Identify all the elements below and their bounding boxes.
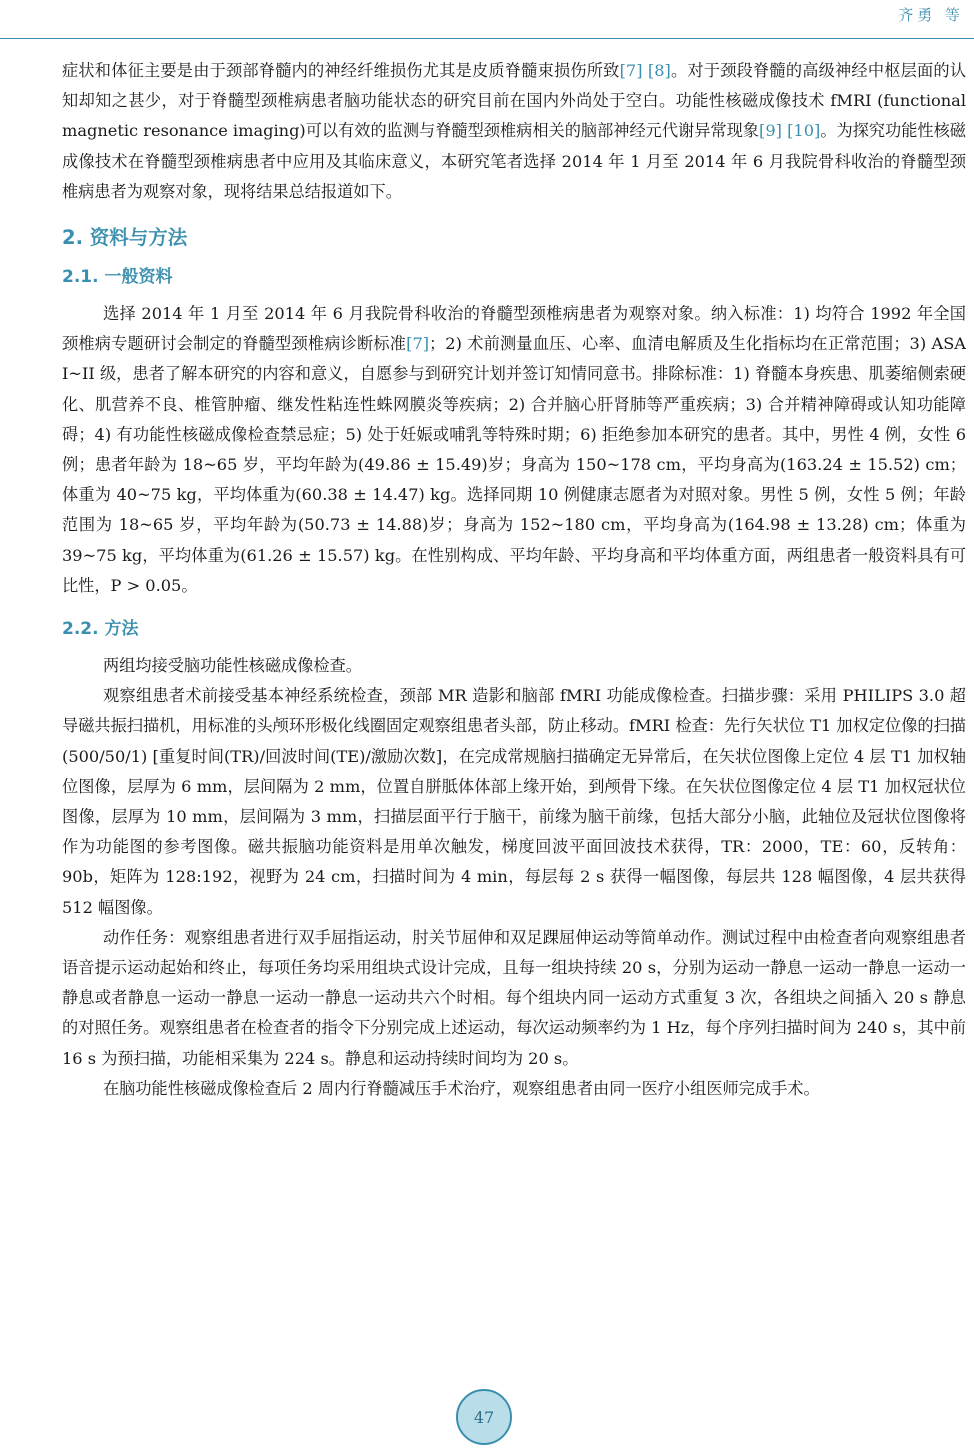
method-paragraph-1: 两组均接受脑功能性核磁成像检查。 <box>103 656 362 676</box>
subsection-heading-general: 2.1. 一般资料 <box>62 267 173 288</box>
method-paragraph-4: 在脑功能性核磁成像检查后 2 周内行脊髓减压手术治疗，观察组患者由同一医疗小组医师完成手术。 <box>103 1078 820 1098</box>
page-number: 47 <box>473 1407 495 1427</box>
method-paragraph-2: 观察组患者术前接受基本神经系统检查，颈部 MR 造影和脑部 fMRI 功能成像检查。扫描步骤：采用 PHILIPS 3.0 超导磁共振扫描机，用标准的头颅环形极化线圈固定观察组患者头部，防止移动。fMRI 检查：先行矢状位 T1 加权定位像的扫描(500/50/1) [重复时间(TR)/回波时间(TE)/激励次数]，在完成常规脑扫描确定无异常后，在矢状位图像上定位 4 层 T1 加权轴位图像，层厚为 6 mm，层间隔为 2 mm，位置自胼胝体体部上缘开始，到颅骨下缘。在矢状位图像定位 4 层 T1 加权冠状位图像，层厚为 10 mm，层间隔为 3 mm，扫描层面平行于脑干，前缘为脑干前缘，包括大部分小脑，此轴位及冠状位图像将作为功能图的参考图像。磁共振脑功能资料是用单次触发，梯度回波平面回波技术获得，TR：2000，TE：60，反转角：90b，矩阵为 128:192，视野为 24 cm，扫描时间为 4 min，每层每 2 s 获得一幅图像，每层共 128 幅图像，4 层共获得 512 幅图像。 <box>62 686 966 917</box>
intro-text-c: 。为探究功能性核磁成像技术在脊髓型颈椎病患者中应用及其临床意义，本研究笔者选择 2014 年 1 月至 2014 年 6 月我院骨科收治的脊髓型颈椎病患者为观察对象，现将结果总结报道如下。 <box>62 121 966 201</box>
main-content <box>62 56 966 1104</box>
general-text-b: ；2) 术前测量血压、心率、血清电解质及生化指标均在正常范围；3) ASA I~II 级，患者了解本研究的内容和意义，自愿参与到研究计划并签订知情同意书。排除标准：1) 脊髓本身疾患、肌萎缩侧索硬化、肌营养不良、椎管肿瘤、继发性粘连性蛛网膜炎等疾病；2) 合并脑心肝肾肺等严重疾病；3) 合并精神障碍或认知功能障碍；4) 有功能性核磁成像检查禁忌症；5) 处于妊娠或哺乳等特殊时期；6) 拒绝参加本研究的患者。其中，男性 4 例，女性 6 例；患者年龄为 18~65 岁，平均年龄为(49.86 ± 15.49)岁；身高为 150~178 cm，平均身高为(163.24 ± 15.52) cm；体重为 40~75 kg，平均体重为(60.38 ± 14.47) kg。选择同期 10 例健康志愿者为对照对象。男性 5 例，女性 5 例；年龄范围为 18~65 岁，平均年龄为(50.73 ± 14.88)岁；身高为 152~180 cm，平均身高为(164.98 ± 13.28) cm；体重为 39~75 kg，平均体重为(61.26 ± 15.57) kg。在性别构成、平均年龄、平均身高和平均体重方面，两组患者一般资料具有可比性，P > 0.05。 <box>62 334 966 595</box>
subsection-heading-method: 2.2. 方法 <box>62 619 139 640</box>
citation-7[interactable]: [7] <box>406 334 430 354</box>
page-header <box>0 0 974 39</box>
citation-9-10[interactable]: [9] [10] <box>759 121 821 141</box>
section-heading-methods: 2. 资料与方法 <box>62 226 188 250</box>
citation-7-8[interactable]: [7] [8] <box>619 61 671 80</box>
general-text-a: 选择 2014 年 1 月至 2014 年 6 月我院骨科收治的脊髓型颈椎病患者为观察对象。纳入标准：1) 均符合 1992 年全国颈椎病专题研讨会制定的脊髓型颈椎病诊断标准 <box>62 304 966 354</box>
page-number-badge <box>456 1389 512 1445</box>
general-data-paragraph <box>62 299 966 601</box>
method-paragraph-3: 动作任务：观察组患者进行双手屈指运动，肘关节屈伸和双足踝屈伸运动等简单动作。测试过程中由检查者向观察组患者语音提示运动起始和终止，每项任务均采用组块式设计完成，且每一组块持续 20 s，分别为运动一静息一运动一静息一运动一静息或者静息一运动一静息一运动一静息一运动共六个时相。每个组块内同一运动方式重复 3 次，各组块之间插入 20 s 静息的对照任务。观察组患者在检查者的指令下分别完成上述运动，每次运动频率约为 1 Hz，每个序列扫描时间为 240 s，其中前 16 s 为预扫描，功能相采集为 224 s。静息和运动持续时间均为 20 s。 <box>62 927 966 1068</box>
header-authors: 齐勇 等 <box>898 6 964 24</box>
intro-text-b: 。对于颈段脊髓的高级神经中枢层面的认知却知之甚少，对于脊髓型颈椎病患者脑功能状态的研究目前在国内外尚处于空白。功能性核磁成像技术 fMRI (functional magnetic resonance imaging)可以有效的监测与脊髓型颈椎病相关的脑部神经元代谢异常现象 <box>62 61 967 141</box>
intro-paragraph <box>62 56 966 207</box>
intro-text-a: 症状和体征主要是由于颈部脊髓内的神经纤维损伤尤其是皮质脊髓束损伤所致 <box>62 61 620 80</box>
